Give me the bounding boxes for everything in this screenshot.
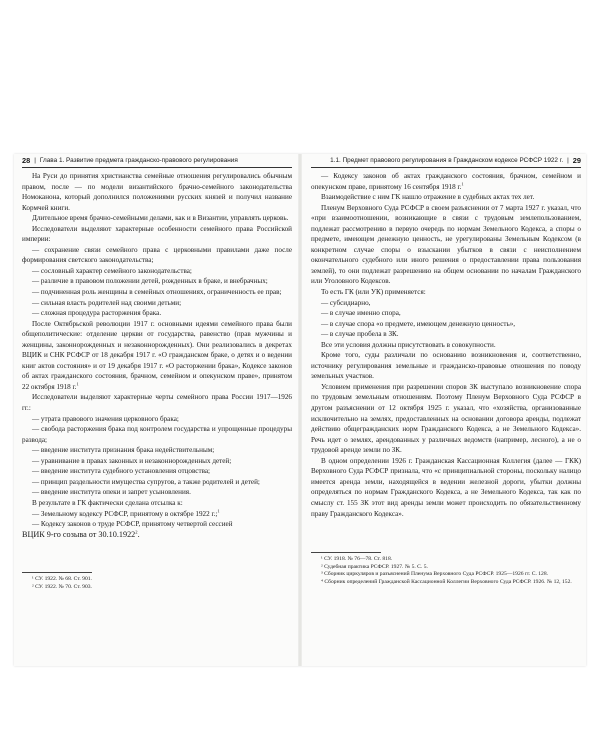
list-item-text: — Земельному кодексу РСФСР, принятому в октябре 1922 г.; <box>32 509 218 518</box>
page-number: 28 <box>22 155 31 165</box>
list-item: — сословный характер семейного законодательства; <box>32 266 192 275</box>
footnote: ⁴ Сборник определений Гражданской Кассационной Коллегии Верховного Суда РСФСР. 1926. № 12, 152. <box>321 578 572 585</box>
footnote-ref: 1 <box>76 381 79 387</box>
paragraph <box>22 319 292 393</box>
footnote: ² СУ. 1922. № 70. Ст. 903. <box>32 583 92 590</box>
footnote-ref: 1 <box>217 508 220 514</box>
paragraph: Пленум Верховного Суда РСФСР в своем разъяснении от 7 марта 1927 г. указал, что «при взаимоотношении, возникающие в связи с трудовым землепользованием, подлежат рассмотрению в первую очередь по нормам Земельного Кодекса, а споры о предмете, имеющем денежную ценность, не урегулированы Земельным Кодексом (в конкретном случае споры о взыскании убытков в связи с неисполнением окончательного судебного или иного решения о предоставлении права пользования землей), то они подлежат разрешению на общем основании по началам Гражданского или Уголовного Кодексов. <box>311 203 581 286</box>
paragraph-text: После Октябрьской революции 1917 г. основными идеями семейного права были общеполитические: отделение церкви от государства, равенство (прав мужчины и женщины, законнорожденных и незаконнорожденных). Они реализовались в декретах ВЦИК и СНК РСФСР от 18 декабря 1917 г. «О гражданском браке, о детях и о ведении книг актов состояния» и от 19 декабря 1917 г. «О расторжении брака», Кодексе законов об актах гражданского состояния, брачном, семейном и опекунском праве», принятом 22 октября 1918 г. <box>22 319 292 391</box>
list-item: — Кодексу законов о труде РСФСР, принятому четвертой сессией <box>32 520 233 529</box>
list-item: — субсидиарно, <box>321 298 371 307</box>
left-footnotes <box>22 572 292 591</box>
header-separator: | <box>34 156 36 164</box>
list-item: — введение института опеки и запрет усыновления. <box>32 488 191 497</box>
right-running-header <box>311 154 581 168</box>
gutter <box>298 154 302 666</box>
paragraph: Исследователи выделяют характерные особенности семейного права Российской империи: <box>22 224 292 244</box>
paragraph: Исследователи выделяют характерные черты семейного права России 1917—1926 гг.: <box>22 393 292 413</box>
paragraph: На Руси до принятия христианства семейные отношения регулировались обычным правом, после — по модели византийского брачно-семейного законодательства Номоканона, который дополнился положениями русских князей и получил название Кормчей книги. <box>22 172 292 212</box>
list-item: — принцип раздельности имущества супругов, а также родителей и детей; <box>32 477 260 486</box>
right-body-text <box>311 168 581 519</box>
list-item: — введение института признания брака недействительным; <box>32 446 215 455</box>
list-item: — в случае спора «о предмете, имеющем денежную ценность», <box>321 319 516 328</box>
list-item: — утрата правового значения церковного брака; <box>32 414 179 423</box>
list-item-text: ВЦИК 9-го созыва от 30.10.1922 <box>22 529 136 539</box>
list-item: — в случае пробела в ЗК. <box>321 330 399 339</box>
right-footnotes <box>311 552 581 586</box>
footnote: ² Судебная практика РСФСР. 1927. № 5. С. 5. <box>321 563 428 570</box>
left-page <box>22 154 292 666</box>
right-page <box>311 154 581 666</box>
list-item-text: — Кодексу законов об актах гражданского состояния, брачном, семейном и опекунском праве, принятому 16 сентября 1918 г. <box>311 172 581 191</box>
running-head: Глава 1. Развитие предмета гражданско-правового регулирования <box>39 156 238 164</box>
book-spread <box>14 154 586 666</box>
page-number: 29 <box>572 155 581 165</box>
header-separator: | <box>567 156 569 164</box>
footnote: ¹ СУ. 1918. № 76—78. Ст. 818. <box>321 556 393 562</box>
list-item: — в случае именно спора, <box>321 309 401 318</box>
list-item: — сложная процедура расторжения брака. <box>32 309 162 318</box>
list-item-continuation: ВЦИК 9-го созыва от 30.10.1922$^2$. <box>22 528 140 539</box>
paragraph: То есть ГК (или УК) применяется: <box>321 288 426 297</box>
list-item: — введение института судебного установления отцовства; <box>32 467 211 476</box>
footnote-ref: 1 <box>461 181 464 187</box>
paragraph: В результате в ГК фактически сделана отсылка к: <box>32 498 183 507</box>
paragraph: Длительное время брачно-семейными делами, как и в Византии, управлять церковь. <box>32 214 289 223</box>
list-item <box>311 171 581 192</box>
paragraph: Кроме того, суды различали по основанию возникновения и, соответственно, источнику регулирования земельные и гражданско-правовые отношения по поводу земельных участков. <box>311 351 581 381</box>
footnote-rule <box>311 552 381 553</box>
list-item: — уравнивание в правах законных и незаконнорожденных детей; <box>32 456 232 465</box>
footnote: ¹ СУ. 1922. № 68. Ст. 901. <box>32 576 92 582</box>
footnote-rule <box>22 572 92 573</box>
running-head: 1.1. Предмет правового регулирования в Гражданском кодексе РСФСР 1922 г. <box>330 156 564 164</box>
left-running-header <box>22 154 292 168</box>
left-body-text <box>22 168 292 540</box>
list-item <box>22 509 292 520</box>
paragraph: В одном определении 1926 г. Гражданская Кассационная Коллегия (далее — ГКК) Верховного Суда РСФСР признала, что «с принципиальной стороны, поскольку налицо имеется аренда земли, находящейся в ведении железной дороги, убытки должны определяться по нормам Гражданского Кодекса, а не Земельного Кодекса, так как по смыслу ст. 155 ЗК этот вид аренды земли может происходить по обязательственному праву Гражданского Кодекса». <box>311 456 581 518</box>
footnote-ref: 2 <box>135 528 138 534</box>
paragraph: Взаимодействие с ним ГК нашло отражение в судебных актах тех лет. <box>321 193 535 202</box>
list-item: — свобода расторжения брака под контролем государства и упрощенные процедуры развода; <box>22 425 292 444</box>
paragraph: Все эти условия должны присутствовать в совокупности. <box>321 340 496 349</box>
footnote: ³ Сборник циркуляров и разъяснений Пленума Верховного Суда РСФСР. 1925—1926 гг. С. 128. <box>321 571 549 578</box>
list-item: — сохранение связи семейного права с церковными правилами даже после формирования светского законодательства; <box>22 245 292 265</box>
list-item: — подчиненная роль женщины в семейных отношениях, ограниченность ее прав; <box>32 288 282 297</box>
list-item: — различие в правовом положении детей, рожденных в браке, и внебрачных; <box>32 277 268 286</box>
list-item: — сильная власть родителей над своими детьми; <box>32 298 182 307</box>
paragraph: Условием применения при разрешении споров ЗК выступало возникновение спора по трудовым земельным отношениям. Поэтому Пленум Верховного Суда РСФСР в другом разъяснении от 12 октября 1925 г. указал, что «хозяйства, организованные исключительно на землях, предоставленных на основании договора аренды, подлежат действию общегражданских норм Гражданского Кодекса, а не Земельного Кодекса». Речь идет о землях, арендованных у различных ведомств (например, лесного), а не о трудовой аренде земли по ЗК. <box>311 382 581 455</box>
